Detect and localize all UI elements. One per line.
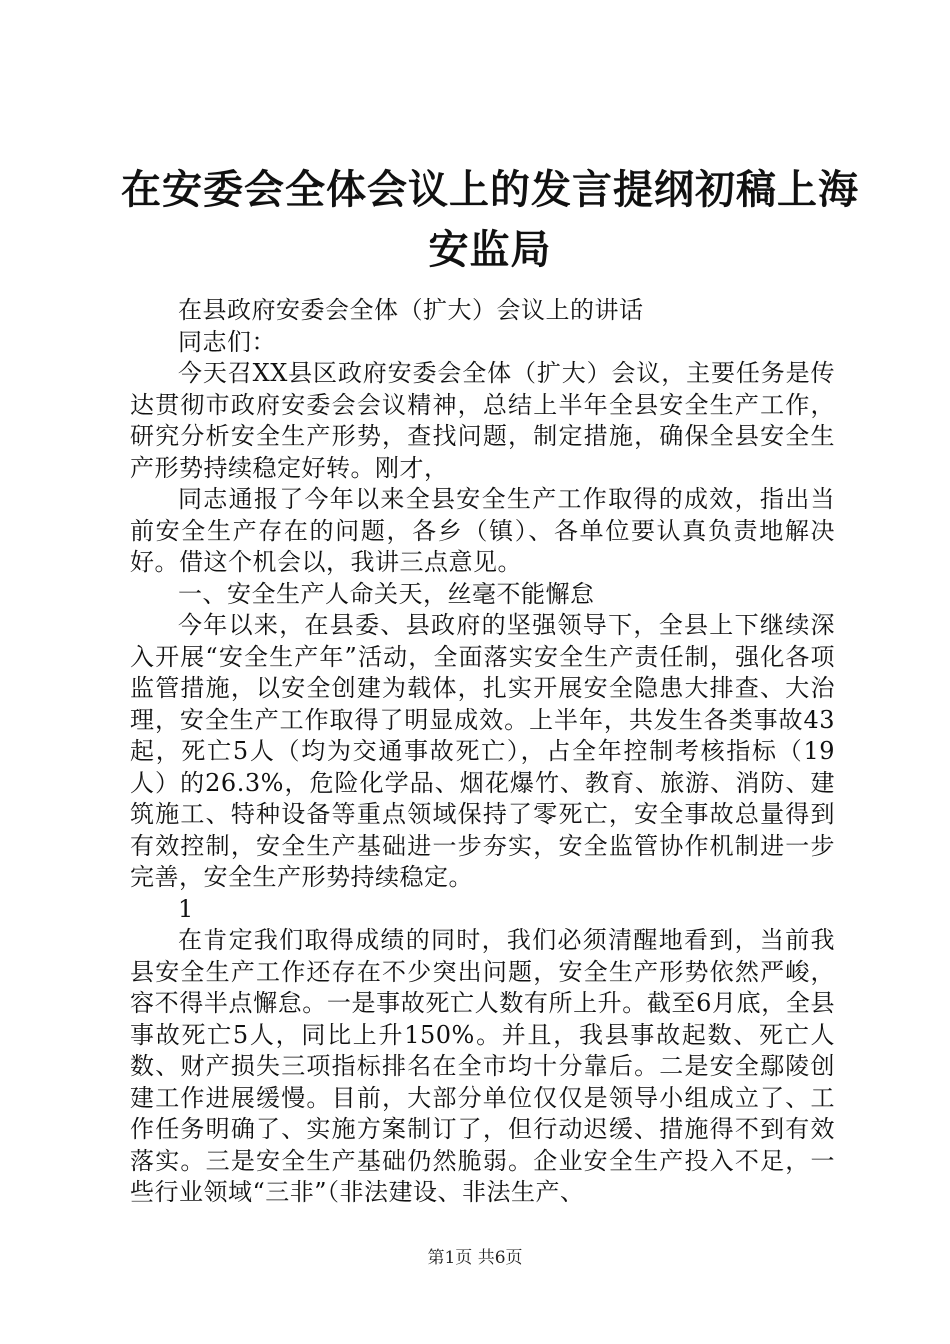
paragraph: 在肯定我们取得成绩的同时，我们必须清醒地看到，当前我县安全生产工作还存在不少突出问题，安全生产形势依然严峻，容不得半点懈怠。一是事故死亡人数有所上升。截至6月底，全县事故死亡5人，同比上升150%。并且，我县事故起数、死亡人数、财产损失三项指标排名在全市均十分靠后。二是安全鄢陵创建工作进展缓慢。目前，大部分单位仅仅是领导小组成立了、工作任务明确了、实施方案制订了，但行动迟缓、措施得不到有效落实。三是安全生产基础仍然脆弱。企业安全生产投入不足，一些行业领域“三非”（非法建设、非法生产、 (130, 926, 835, 1206)
paragraph: 今天召XX县区政府安委会全体（扩大）会议，主要任务是传达贯彻市政府安委会会议精神，总结上半年全县安全生产工作，研究分析安全生产形势，查找问题，制定措施，确保全县安全生产形势持续稳定好转。刚才， (130, 359, 835, 482)
speech-subtitle: 在县政府安委会全体（扩大）会议上的讲话 (178, 296, 644, 324)
page-marker: 1 (178, 894, 194, 923)
paragraph: 今年以来，在县委、县政府的坚强领导下，全县上下继续深入开展“安全生产年”活动，全面落实安全生产责任制，强化各项监管措施，以安全创建为载体，扎实开展安全隐患大排查、大治理，安全生产工作取得了明显成效。上半年，共发生各类事故43起，死亡5人（均为交通事故死亡），占全年控制考核指标（19人）的26.3%，危险化学品、烟花爆竹、教育、旅游、消防、建筑施工、特种设备等重点领域保持了零死亡，安全事故总量得到有效控制，安全生产基础进一步夯实，安全监管协作机制进一步完善，安全生产形势持续稳定。 (130, 611, 835, 891)
salutation: 同志们： (178, 327, 276, 356)
paragraph: 同志通报了今年以来全县安全生产工作取得的成效，指出当前安全生产存在的问题，各乡（镇）、各单位要认真负责地解决好。借这个机会以，我讲三点意见。 (130, 485, 835, 576)
section-heading: 一、安全生产人命关天，丝毫不能懈怠 (178, 579, 595, 608)
page-footer: 第1页 共6页 (427, 1248, 523, 1268)
document-body (130, 295, 835, 1209)
document-title: 在安委会全体会议上的发言提纲初稿上海安监局 (121, 166, 859, 273)
